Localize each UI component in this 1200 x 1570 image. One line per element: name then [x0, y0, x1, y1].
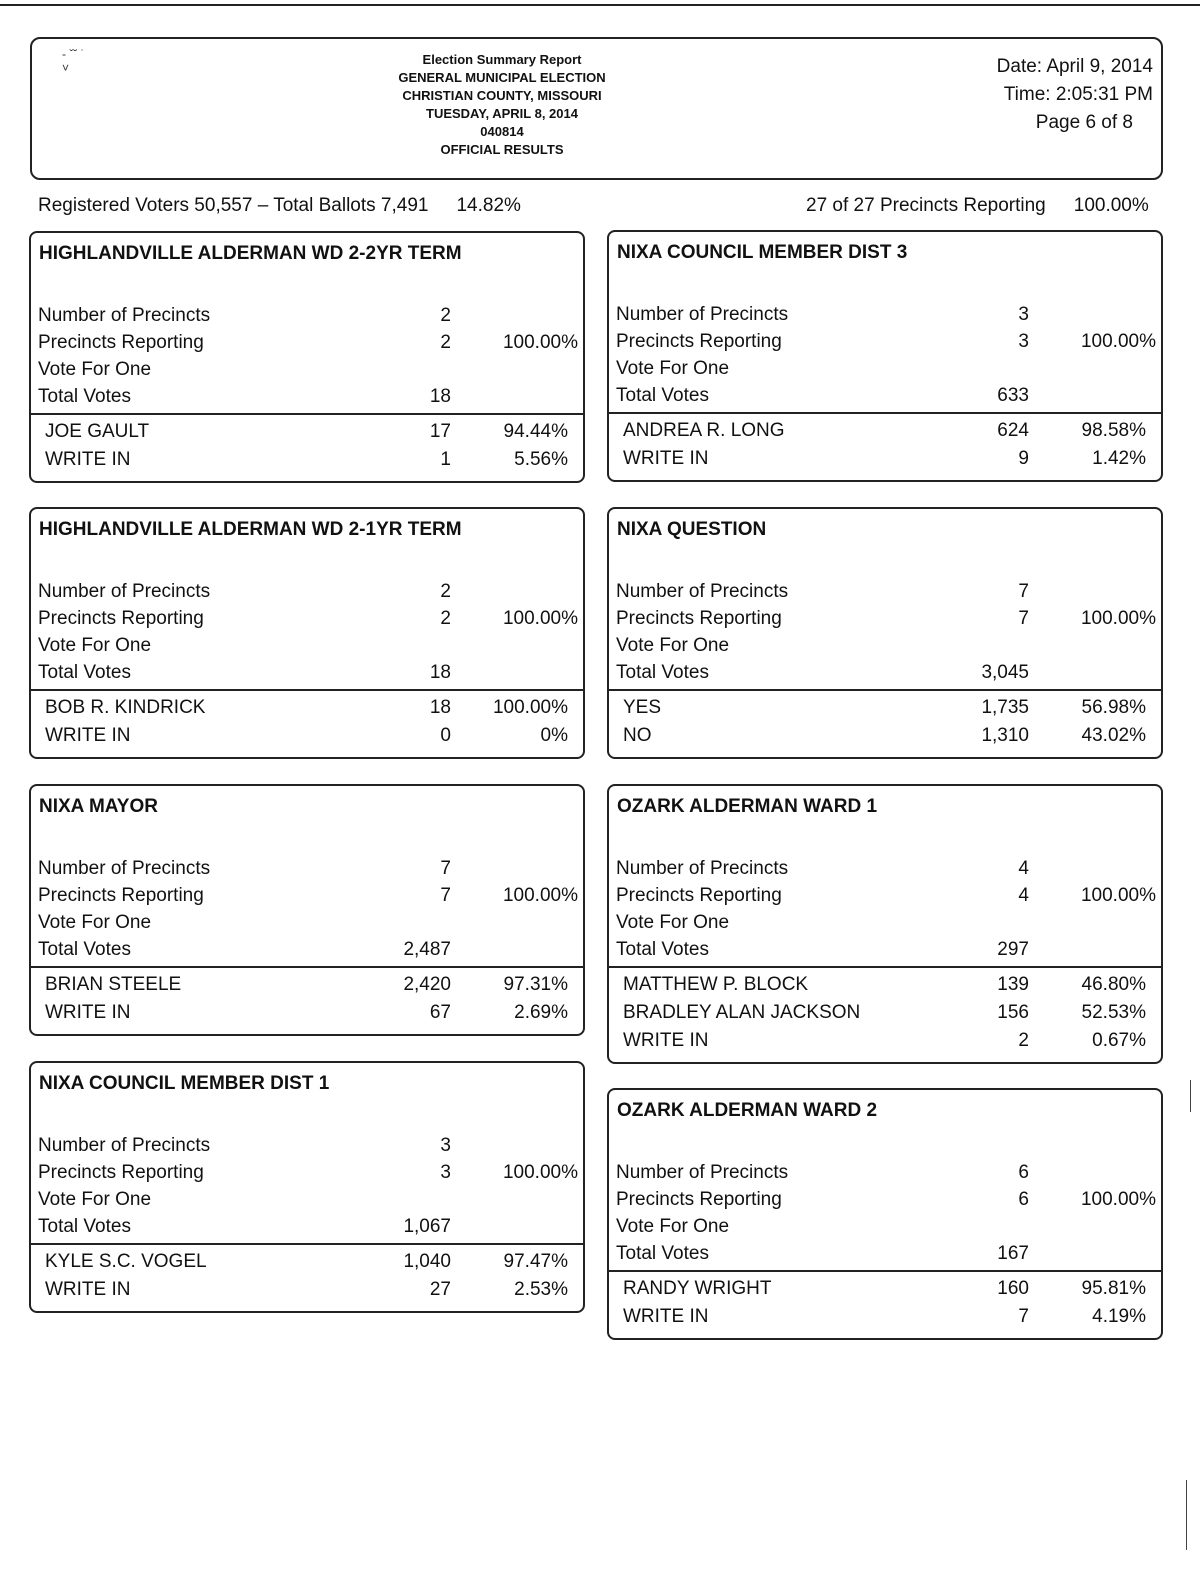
candidate-list [31, 421, 583, 477]
stat-value: 7 [440, 885, 451, 906]
stat-row [609, 662, 1161, 689]
precincts-summary [806, 195, 1149, 217]
candidate-percent: 56.98% [1081, 697, 1146, 718]
stat-row [31, 1135, 583, 1162]
scan-edge-mark [1190, 1080, 1191, 1112]
stat-value: 633 [997, 385, 1029, 406]
candidate-name: BOB R. KINDRICK [45, 697, 206, 718]
stat-label: Precincts Reporting [38, 332, 204, 353]
divider [31, 689, 583, 691]
candidate-list [609, 697, 1161, 753]
stat-value: 6 [1018, 1162, 1029, 1183]
race-title: NIXA QUESTION [617, 519, 767, 540]
candidate-list [31, 1251, 583, 1307]
stat-percent: 100.00% [502, 332, 578, 353]
stat-label: Total Votes [38, 386, 131, 407]
stat-value: 4 [1018, 858, 1029, 879]
candidate-name: ANDREA R. LONG [623, 420, 785, 441]
county-name: CHRISTIAN COUNTY, MISSOURI [402, 88, 602, 103]
candidate-name: BRADLEY ALAN JACKSON [623, 1002, 861, 1023]
race-title: NIXA MAYOR [39, 796, 158, 817]
stat-row [609, 1216, 1161, 1243]
stat-label: Total Votes [616, 385, 709, 406]
candidate-votes: 0 [440, 725, 451, 746]
candidate-name: WRITE IN [45, 1002, 131, 1023]
race-stats [31, 581, 583, 689]
divider [609, 966, 1161, 968]
election-code: 040814 [480, 124, 524, 139]
stat-label: Precincts Reporting [616, 1189, 782, 1210]
report-date: Date: April 9, 2014 [996, 56, 1153, 77]
candidate-votes: 17 [429, 421, 451, 442]
candidate-percent: 46.80% [1081, 974, 1146, 995]
stat-row [31, 858, 583, 885]
stat-value: 1,067 [403, 1216, 451, 1237]
candidate-votes: 7 [1018, 1306, 1029, 1327]
stat-label: Precincts Reporting [38, 608, 204, 629]
stat-percent: 100.00% [502, 885, 578, 906]
divider [609, 412, 1161, 414]
race-title: NIXA COUNCIL MEMBER DIST 3 [617, 242, 908, 263]
stat-row [31, 332, 583, 359]
stat-value: 3 [1018, 304, 1029, 325]
stat-label: Total Votes [38, 939, 131, 960]
stat-value: 3 [440, 1135, 451, 1156]
race-stats [609, 304, 1161, 412]
stat-percent: 100.00% [1080, 331, 1156, 352]
candidate-row [609, 1002, 1161, 1030]
candidate-votes: 2,420 [403, 974, 451, 995]
election-name: GENERAL MUNICIPAL ELECTION [398, 70, 606, 85]
candidate-percent: 97.31% [503, 974, 568, 995]
candidate-list [609, 1278, 1161, 1334]
stat-label: Vote For One [38, 912, 152, 933]
stat-row [31, 635, 583, 662]
stat-value: 18 [429, 386, 451, 407]
stat-row [31, 662, 583, 689]
stat-percent: 100.00% [502, 1162, 578, 1183]
stat-row [609, 608, 1161, 635]
candidate-row [31, 449, 583, 477]
candidate-percent: 43.02% [1081, 725, 1146, 746]
stat-label: Number of Precincts [38, 305, 211, 326]
race-box [607, 784, 1163, 1064]
candidate-row [31, 697, 583, 725]
stat-row [609, 304, 1161, 331]
stat-percent: 100.00% [1080, 1189, 1156, 1210]
candidate-list [31, 697, 583, 753]
candidate-percent: 5.56% [514, 449, 568, 470]
candidate-row [31, 421, 583, 449]
stat-value: 167 [997, 1243, 1029, 1264]
candidate-name: WRITE IN [45, 725, 131, 746]
stat-row [609, 885, 1161, 912]
race-stats [31, 305, 583, 413]
stat-row [609, 1162, 1161, 1189]
stat-label: Total Votes [616, 1243, 709, 1264]
stat-value: 297 [997, 939, 1029, 960]
candidate-row [31, 1279, 583, 1307]
stat-percent: 100.00% [1080, 885, 1156, 906]
candidate-row [609, 1278, 1161, 1306]
page-number: Page 6 of 8 [1035, 112, 1133, 133]
divider [609, 1270, 1161, 1272]
stat-row [609, 581, 1161, 608]
candidate-row [609, 1030, 1161, 1058]
race-box [29, 784, 585, 1036]
report-header [30, 37, 1163, 180]
candidate-name: WRITE IN [623, 1306, 709, 1327]
candidate-percent: 0.67% [1092, 1030, 1146, 1051]
candidate-votes: 18 [429, 697, 451, 718]
stat-row [31, 939, 583, 966]
candidate-row [609, 725, 1161, 753]
candidate-votes: 1 [440, 449, 451, 470]
divider [31, 413, 583, 415]
race-title: HIGHLANDVILLE ALDERMAN WD 2-1YR TERM [39, 519, 462, 540]
stat-row [609, 635, 1161, 662]
scan-top-rule [0, 4, 1200, 6]
candidate-percent: 100.00% [492, 697, 568, 718]
race-stats [31, 858, 583, 966]
candidate-votes: 156 [997, 1002, 1029, 1023]
stat-value: 3 [440, 1162, 451, 1183]
stat-label: Total Votes [38, 662, 131, 683]
candidate-votes: 160 [997, 1278, 1029, 1299]
candidate-name: YES [623, 697, 662, 718]
candidate-row [609, 697, 1161, 725]
race-box [607, 507, 1163, 759]
candidate-row [31, 725, 583, 753]
stat-label: Number of Precincts [616, 304, 789, 325]
race-stats [31, 1135, 583, 1243]
stat-label: Number of Precincts [616, 858, 789, 879]
stat-row [31, 1216, 583, 1243]
candidate-votes: 624 [997, 420, 1029, 441]
candidate-row [609, 1306, 1161, 1334]
stat-value: 2,487 [403, 939, 451, 960]
race-stats [609, 858, 1161, 966]
candidate-list [609, 420, 1161, 476]
turnout-percent: 14.82% [456, 195, 521, 216]
stat-row [31, 1189, 583, 1216]
precincts-reporting-percent: 100.00% [1073, 195, 1149, 216]
candidate-name: WRITE IN [45, 449, 131, 470]
candidate-row [609, 974, 1161, 1002]
race-stats [609, 581, 1161, 689]
stat-label: Precincts Reporting [38, 885, 204, 906]
stat-value: 18 [429, 662, 451, 683]
race-stats [609, 1162, 1161, 1270]
stat-value: 4 [1018, 885, 1029, 906]
candidate-percent: 52.53% [1081, 1002, 1146, 1023]
stat-label: Vote For One [616, 635, 730, 656]
stat-value: 7 [1018, 581, 1029, 602]
stat-label: Number of Precincts [38, 581, 211, 602]
divider [31, 966, 583, 968]
candidate-name: WRITE IN [623, 448, 709, 469]
candidate-row [31, 1002, 583, 1030]
candidate-percent: 0% [540, 725, 568, 746]
candidate-votes: 9 [1018, 448, 1029, 469]
race-title: OZARK ALDERMAN WARD 2 [617, 1100, 878, 1121]
election-date: TUESDAY, APRIL 8, 2014 [426, 106, 578, 121]
candidate-votes: 27 [429, 1279, 451, 1300]
candidate-name: BRIAN STEELE [45, 974, 182, 995]
candidate-list [609, 974, 1161, 1058]
divider [609, 689, 1161, 691]
race-box [29, 507, 585, 759]
candidate-name: RANDY WRIGHT [623, 1278, 772, 1299]
stat-row [609, 1243, 1161, 1270]
stat-label: Total Votes [616, 939, 709, 960]
report-meta [933, 53, 1153, 137]
race-title: HIGHLANDVILLE ALDERMAN WD 2-2YR TERM [39, 243, 462, 264]
race-title: NIXA COUNCIL MEMBER DIST 1 [39, 1073, 330, 1094]
candidate-votes: 1,310 [981, 725, 1029, 746]
stat-row [609, 858, 1161, 885]
stat-label: Vote For One [38, 1189, 152, 1210]
turnout-summary [38, 195, 521, 217]
stat-row [609, 912, 1161, 939]
results-status: OFFICIAL RESULTS [440, 142, 564, 157]
race-box [607, 1088, 1163, 1340]
stat-label: Vote For One [616, 1216, 730, 1237]
report-title-block [332, 51, 672, 159]
divider [31, 1243, 583, 1245]
candidate-percent: 98.58% [1081, 420, 1146, 441]
stat-row [31, 912, 583, 939]
candidate-row [609, 448, 1161, 476]
race-box [29, 231, 585, 483]
stat-row [609, 358, 1161, 385]
candidate-votes: 1,040 [403, 1251, 451, 1272]
stat-row [609, 331, 1161, 358]
precincts-reporting-total: 27 of 27 Precincts Reporting [806, 195, 1046, 216]
stat-value: 7 [1018, 608, 1029, 629]
stat-row [31, 305, 583, 332]
stat-value: 2 [440, 305, 451, 326]
stat-row [31, 581, 583, 608]
race-box [29, 1061, 585, 1313]
candidate-row [31, 1251, 583, 1279]
stat-value: 2 [440, 581, 451, 602]
candidate-percent: 1.42% [1092, 448, 1146, 469]
candidate-name: KYLE S.C. VOGEL [45, 1251, 207, 1272]
candidate-row [609, 420, 1161, 448]
registered-voters: Registered Voters 50,557 – Total Ballots 7,491 [38, 195, 429, 216]
stat-row [31, 608, 583, 635]
stat-label: Number of Precincts [616, 581, 789, 602]
candidate-name: WRITE IN [45, 1279, 131, 1300]
stat-percent: 100.00% [1080, 608, 1156, 629]
candidate-name: MATTHEW P. BLOCK [623, 974, 809, 995]
stat-label: Vote For One [38, 635, 152, 656]
stat-percent: 100.00% [502, 608, 578, 629]
candidate-name: WRITE IN [623, 1030, 709, 1051]
stat-row [609, 1189, 1161, 1216]
stat-label: Vote For One [616, 358, 730, 379]
candidate-percent: 95.81% [1081, 1278, 1146, 1299]
stat-value: 6 [1018, 1189, 1029, 1210]
stat-row [31, 1162, 583, 1189]
candidate-name: JOE GAULT [45, 421, 150, 442]
stat-label: Precincts Reporting [38, 1162, 204, 1183]
stat-row [609, 939, 1161, 966]
candidate-percent: 97.47% [503, 1251, 568, 1272]
stat-label: Total Votes [616, 662, 709, 683]
candidate-votes: 2 [1018, 1030, 1029, 1051]
stat-label: Precincts Reporting [616, 608, 782, 629]
candidate-list [31, 974, 583, 1030]
candidate-percent: 2.69% [514, 1002, 568, 1023]
report-title: Election Summary Report [422, 52, 582, 67]
stat-value: 7 [440, 858, 451, 879]
stat-label: Vote For One [616, 912, 730, 933]
candidate-name: NO [623, 725, 652, 746]
candidate-percent: 4.19% [1092, 1306, 1146, 1327]
race-title: OZARK ALDERMAN WARD 1 [617, 796, 878, 817]
scan-marks: - ˇ˘ ˙ ˅ [62, 47, 85, 75]
stat-value: 2 [440, 608, 451, 629]
race-box [607, 230, 1163, 482]
stat-label: Number of Precincts [38, 1135, 211, 1156]
stat-value: 2 [440, 332, 451, 353]
report-time: Time: 2:05:31 PM [1003, 84, 1153, 105]
stat-value: 3 [1018, 331, 1029, 352]
stat-row [31, 359, 583, 386]
candidate-votes: 67 [429, 1002, 451, 1023]
candidate-percent: 2.53% [514, 1279, 568, 1300]
stat-value: 3,045 [981, 662, 1029, 683]
stat-label: Total Votes [38, 1216, 131, 1237]
scan-edge-mark [1186, 1480, 1187, 1550]
candidate-votes: 139 [997, 974, 1029, 995]
candidate-votes: 1,735 [981, 697, 1029, 718]
stat-row [31, 386, 583, 413]
stat-row [609, 385, 1161, 412]
candidate-percent: 94.44% [503, 421, 568, 442]
stat-label: Vote For One [38, 359, 152, 380]
stat-label: Number of Precincts [38, 858, 211, 879]
stat-label: Precincts Reporting [616, 885, 782, 906]
stat-label: Number of Precincts [616, 1162, 789, 1183]
stat-label: Precincts Reporting [616, 331, 782, 352]
stat-row [31, 885, 583, 912]
candidate-row [31, 974, 583, 1002]
